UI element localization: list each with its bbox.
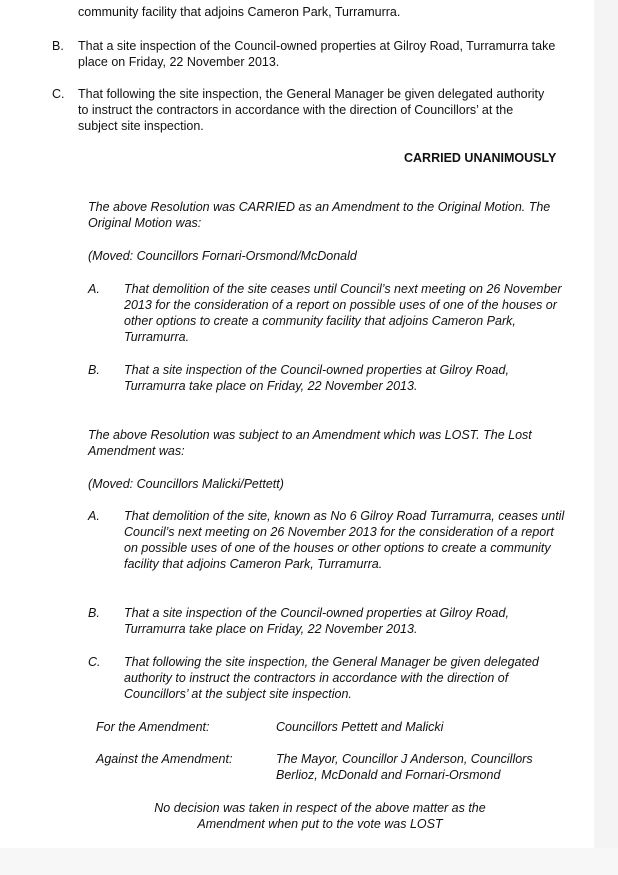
original-item-a-label: A. — [88, 282, 100, 296]
for-amendment-names: Councillors Pettett and Malicki — [276, 720, 444, 734]
lost-item-a-text: That demolition of the site, known as No 6 Gilroy Road Turramurra, ceases until Council’s next meeting on 26 November 2013 for the consideration of a report on possible uses of one of the houses or other options to create a community facility that adjoins Cameron Park, Turramurra. — [124, 509, 565, 571]
original-item-a-text: That demolition of the site ceases until Council’s next meeting on 26 November 2013 for the consideration of a report on possible uses of one of the houses or other options to create a community facility that adjoins Cameron Park, Turramurra. — [124, 282, 562, 344]
lost-item-c-label: C. — [88, 655, 101, 669]
against-amendment-label: Against the Amendment: — [96, 752, 233, 766]
against-amendment-names: The Mayor, Councillor J Anderson, Councillors Berlioz, McDonald and Fornari-Orsmond — [276, 752, 533, 782]
page-bottom-shade — [0, 848, 618, 875]
page-edge-shade — [594, 0, 618, 875]
lost-amendment-intro: The above Resolution was subject to an Amendment which was LOST. The Lost Amendment was: — [88, 428, 532, 458]
original-motion-moved: (Moved: Councillors Fornari-Orsmond/McDonald — [88, 249, 357, 263]
resolution-item-c-text: That following the site inspection, the General Manager be given delegated authority to instruct the contractors in accordance with the direction of Councillors’ at the subject site inspection. — [78, 87, 545, 133]
lost-item-b-label: B. — [88, 606, 100, 620]
no-decision-note: No decision was taken in respect of the above matter as the Amendment when put to the vote was LOST — [154, 801, 486, 831]
original-item-b-label: B. — [88, 363, 100, 377]
lost-amendment-moved: (Moved: Councillors Malicki/Pettett) — [88, 477, 284, 491]
original-item-b-text: That a site inspection of the Council-owned properties at Gilroy Road, Turramurra take place on Friday, 22 November 2013. — [124, 363, 509, 393]
original-motion-intro: The above Resolution was CARRIED as an Amendment to the Original Motion. The Original Motion was: — [88, 200, 551, 230]
resolution-top-line: community facility that adjoins Cameron Park, Turramurra. — [78, 5, 401, 19]
lost-item-b-text: That a site inspection of the Council-owned properties at Gilroy Road, Turramurra take place on Friday, 22 November 2013. — [124, 606, 509, 636]
resolution-item-c-label: C. — [52, 87, 65, 101]
for-amendment-label: For the Amendment: — [96, 720, 210, 734]
carried-unanimously: CARRIED UNANIMOUSLY — [404, 151, 557, 165]
lost-item-c-text: That following the site inspection, the General Manager be given delegated authority to instruct the contractors in accordance with the direction of Councillors’ at the subject site inspection. — [124, 655, 539, 701]
lost-item-a-label: A. — [88, 509, 100, 523]
resolution-item-b-label: B. — [52, 39, 64, 53]
resolution-item-b-text: That a site inspection of the Council-owned properties at Gilroy Road, Turramurra take place on Friday, 22 November 2013. — [78, 39, 556, 69]
